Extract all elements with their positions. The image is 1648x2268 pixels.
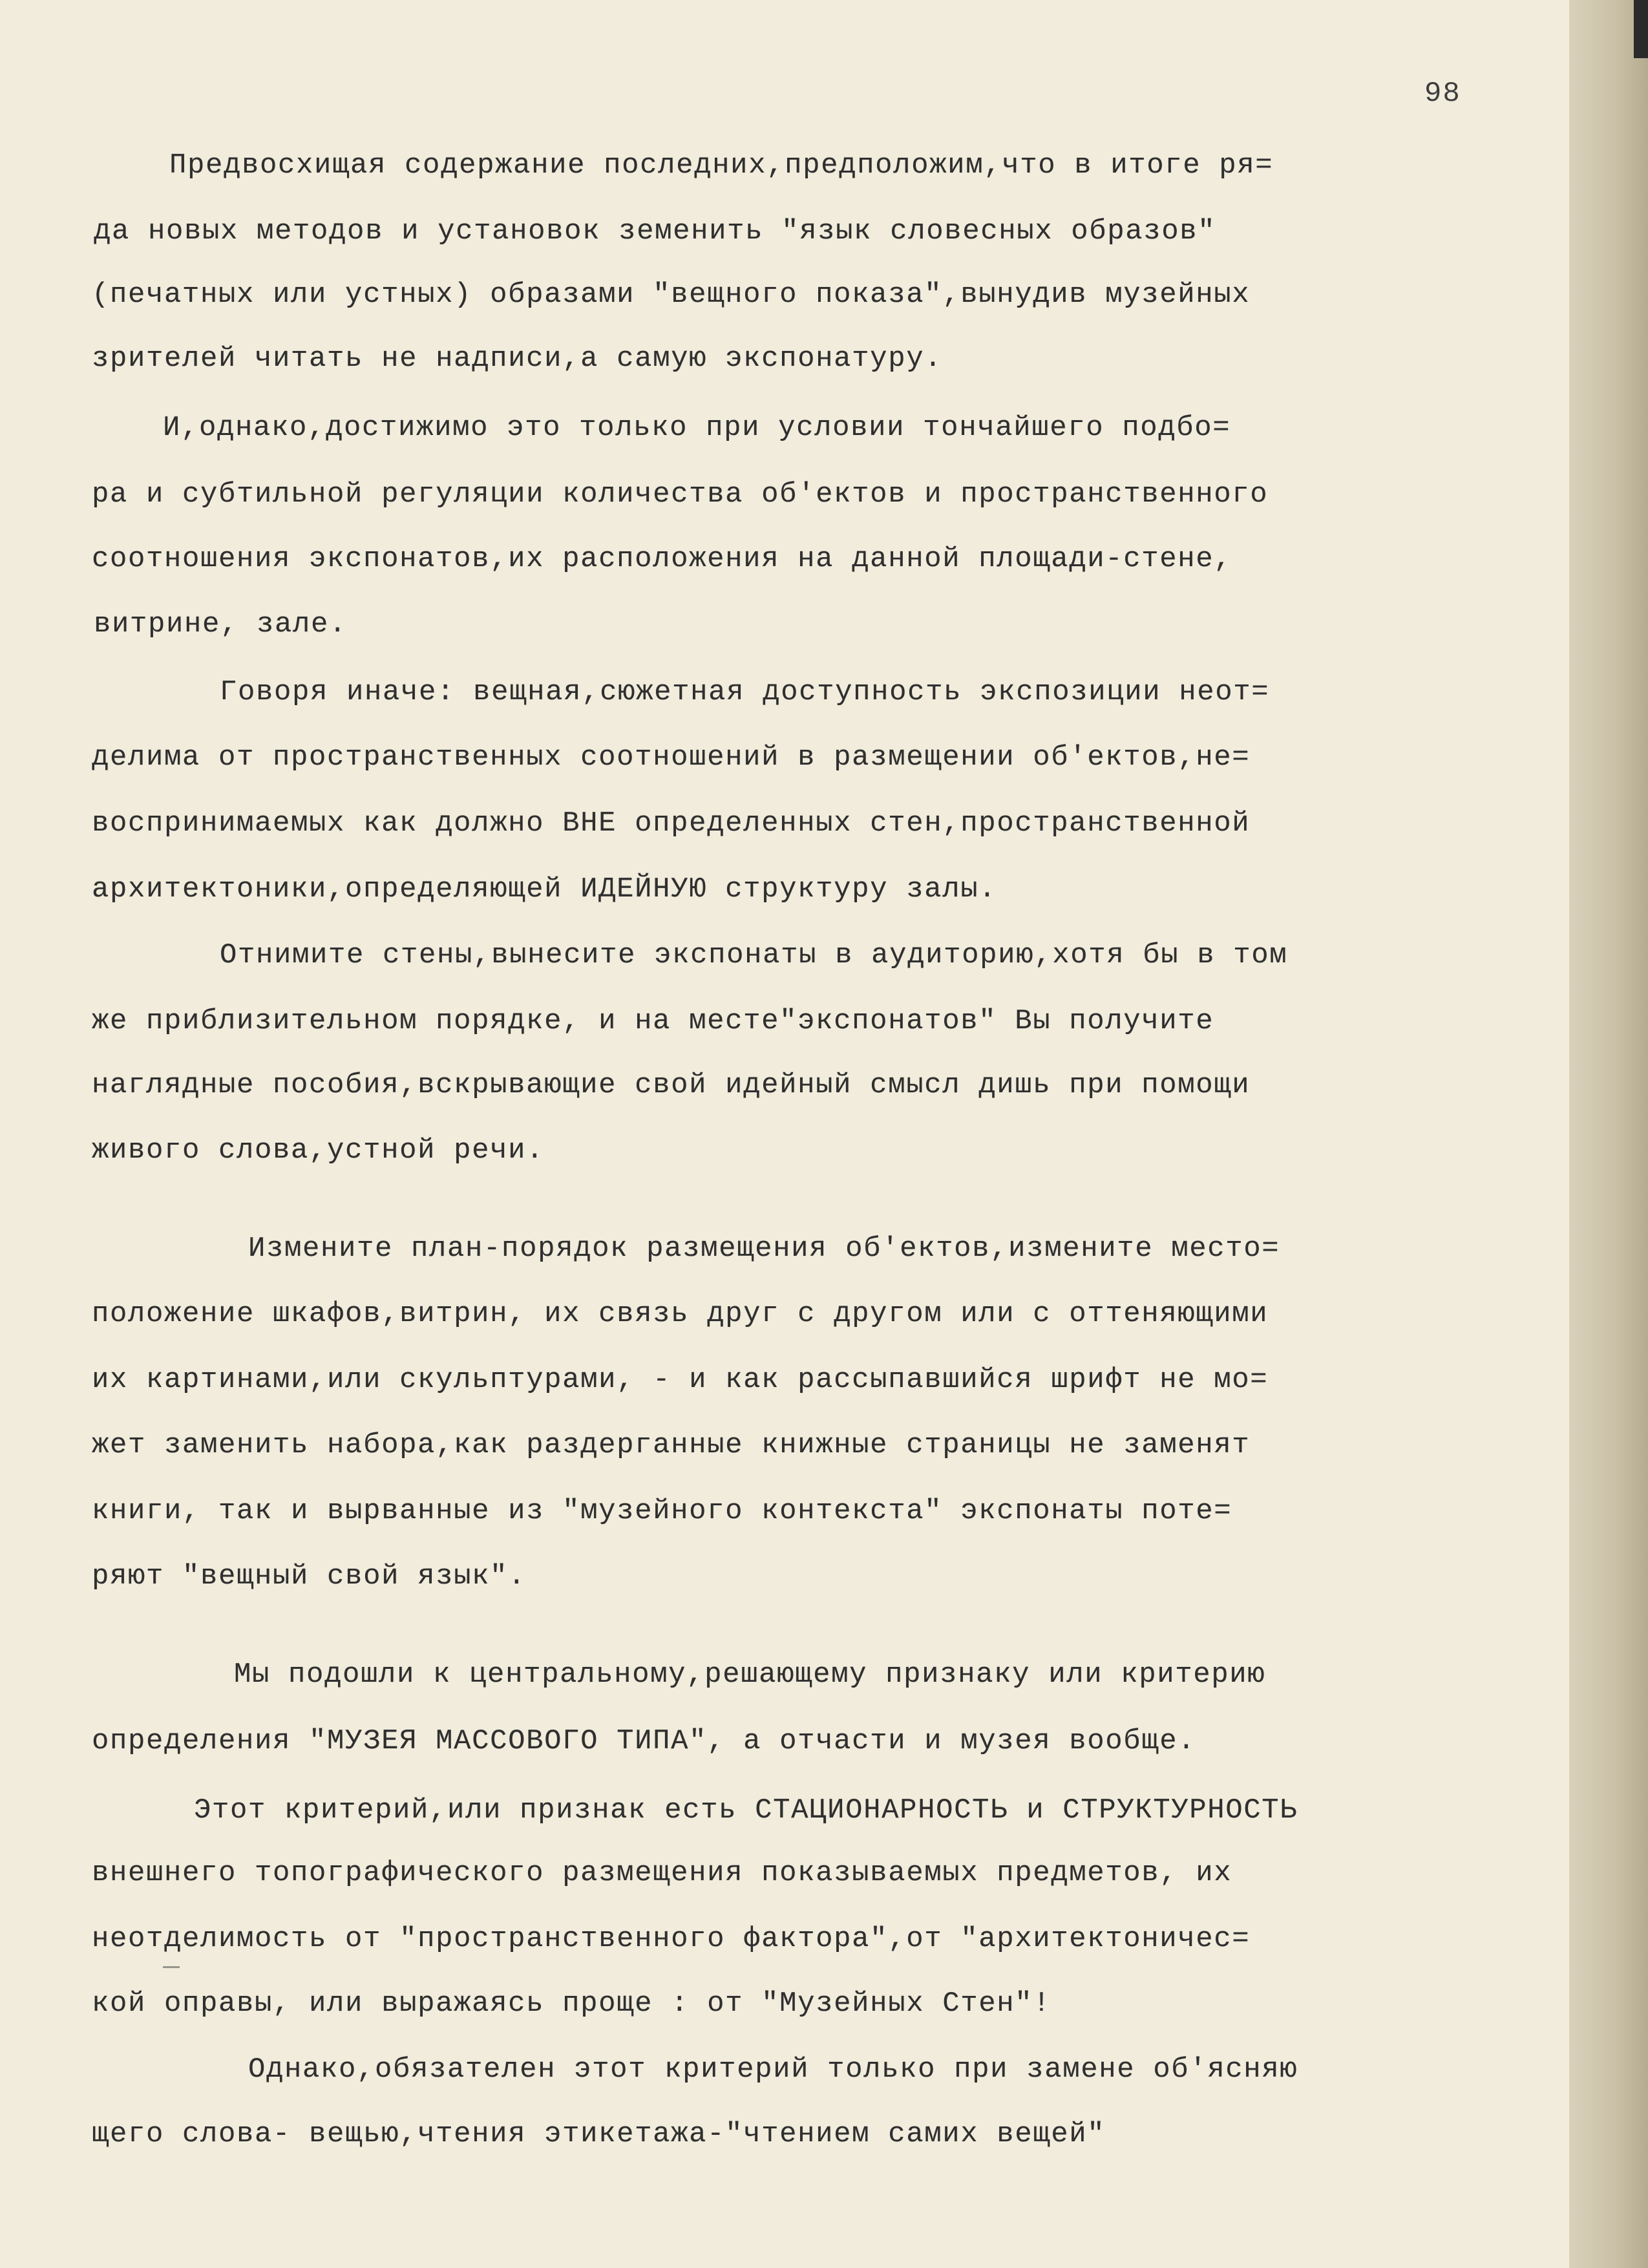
text-line: ра и субтильной регуляции количества об'ектов и пространственного	[92, 478, 1269, 511]
text-line: жет заменить набора,как раздерганные книжные страницы не заменят	[92, 1429, 1251, 1461]
scan-border	[1634, 0, 1648, 58]
text-line: Этот критерий,или признак есть СТАЦИОНАРНОСТЬ и СТРУКТУРНОСТЬ	[194, 1794, 1298, 1827]
text-line: витрине, зале.	[94, 608, 348, 641]
text-line: архитектоники,определяющей ИДЕЙНУЮ структуру залы.	[92, 873, 997, 906]
text-line: И,однако,достижимо это только при условии тончайшего подбо=	[163, 412, 1231, 444]
text-line: книги, так и вырванные из "музейного контекста" экспонаты поте=	[92, 1495, 1232, 1527]
text-line: наглядные пособия,вскрывающие свой идейный смысл дишь при помощи	[92, 1069, 1251, 1101]
text-line: воспринимаемых как должно ВНЕ определенных стен,пространственной	[92, 807, 1251, 840]
text-line: внешнего топографического размещения показываемых предметов, их	[92, 1857, 1232, 1889]
text-line: Мы подошли к центральному,решающему признаку или критерию	[234, 1659, 1266, 1691]
text-line: (печатных или устных) образами "вещного показа",вынудив музейных	[92, 279, 1251, 311]
text-line: делима от пространственных соотношений в размещении об'ектов,не=	[92, 741, 1251, 774]
text-line: определения "МУЗЕЯ МАССОВОГО ТИПА", а отчасти и музея вообще.	[92, 1725, 1196, 1757]
text-line: Однако,обязателен этот критерий только при замене об'ясняю	[248, 2053, 1298, 2086]
text-line: неотделимость от "пространственного фактора",от "архитектоничес=	[92, 1923, 1251, 1955]
text-line: положение шкафов,витрин, их связь друг с другом или с оттеняющими	[92, 1298, 1269, 1330]
page-number: 98	[1424, 78, 1461, 110]
text-line: же приблизительном порядке, и на месте"экспонатов" Вы получите	[92, 1005, 1214, 1037]
text-line: живого слова,устной речи.	[92, 1134, 545, 1167]
pencil-mark	[163, 1966, 180, 1968]
text-line: Измените план-порядок размещения об'ектов,измените место=	[248, 1233, 1280, 1265]
text-line: их картинами,или скульптурами, - и как рассыпавшийся шрифт не мо=	[92, 1364, 1269, 1396]
text-line: Отнимите стены,вынесите экспонаты в аудиторию,хотя бы в том	[220, 939, 1288, 971]
text-line: зрителей читать не надписи,а самую экспонатуру.	[92, 343, 943, 375]
text-line: кой оправы, или выражаясь проще : от "Музейных Стен"!	[92, 1987, 1051, 2020]
text-line: Предвосхищая содержание последних,предположим,что в итоге ря=	[169, 149, 1274, 182]
page-edge-shadow	[1569, 0, 1648, 2268]
text-line: Говоря иначе: вещная,сюжетная доступность экспозиции неот=	[220, 676, 1270, 708]
text-line: соотношения экспонатов,их расположения на данной площади-стене,	[92, 543, 1232, 575]
text-line: щего слова- вещью,чтения этикетажа-"чтением самих вещей"	[92, 2118, 1106, 2150]
text-line: да новых методов и установок земенить "язык словесных образов"	[94, 215, 1216, 248]
text-line: ряют "вещный свой язык".	[92, 1560, 527, 1593]
